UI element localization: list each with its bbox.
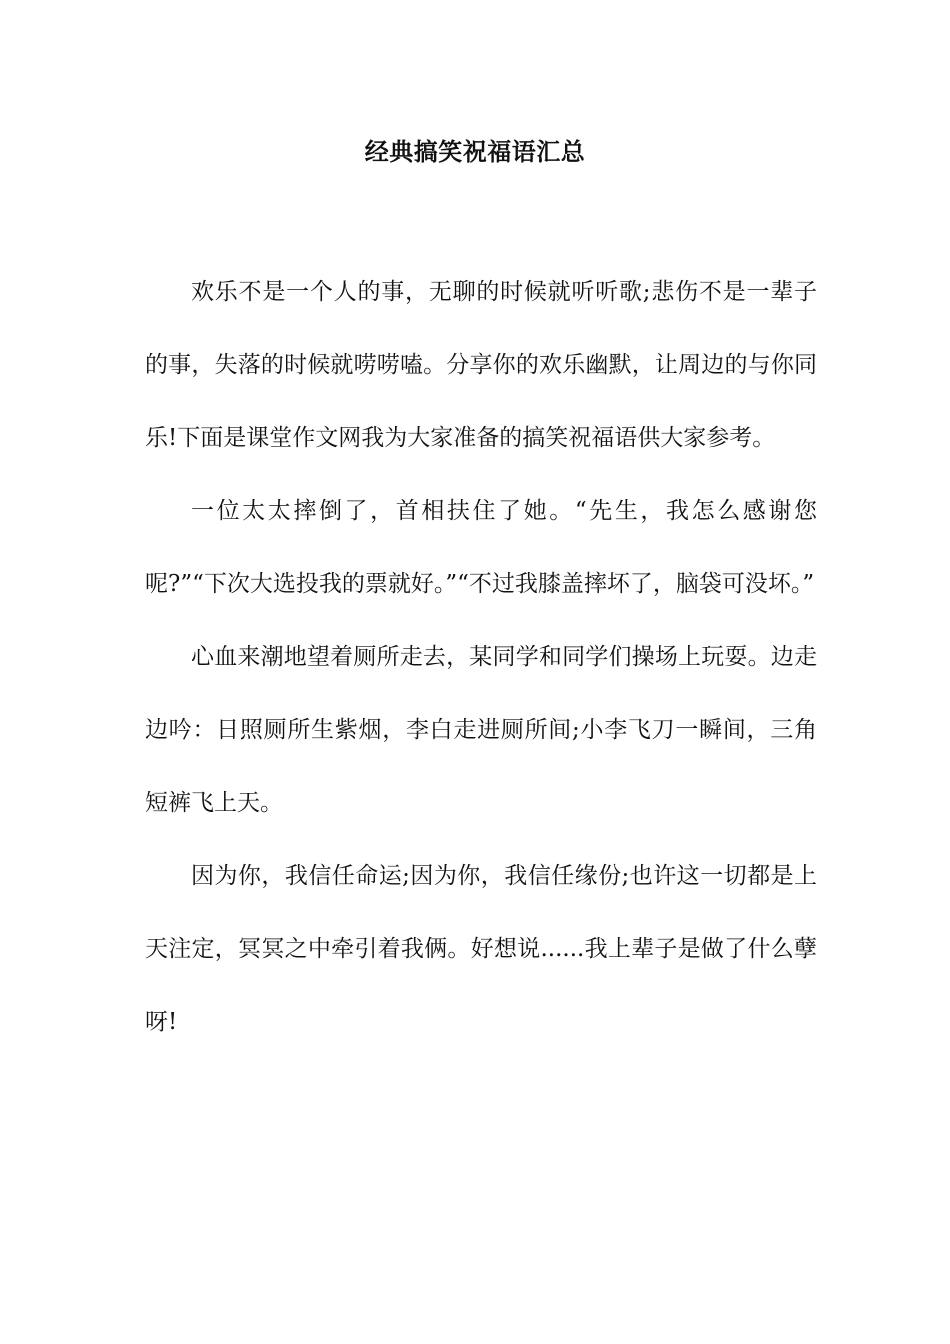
- paragraph-joke-prime-minister: 一位太太摔倒了，首相扶住了她。“先生，我怎么感谢您呢?”“下次大选投我的票就好。”“不过我膝盖摔坏了，脑袋可没坏。”: [145, 498, 817, 597]
- document-title: 经典搞笑祝福语汇总: [364, 137, 586, 166]
- paragraph-intro: 欢乐不是一个人的事，无聊的时候就听听歌;悲伤不是一辈子的事，失落的时候就唠唠嗑。分享你的欢乐幽默，让周边的与你同乐!下面是课堂作文网我为大家准备的搞笑祝福语供大家参考。: [145, 279, 817, 451]
- paragraph-joke-poem: 心血来潮地望着厕所走去，某同学和同学们操场上玩耍。边走边吟：日照厕所生紫烟，李白走进厕所间;小李飞刀一瞬间，三角短裤飞上天。: [145, 644, 817, 816]
- document-body: [145, 256, 817, 1059]
- paragraph-joke-fate: 因为你，我信任命运;因为你，我信任缘份;也许这一切都是上天注定，冥冥之中牵引着我俩。好想说......我上辈子是做了什么孽呀!: [145, 863, 817, 1035]
